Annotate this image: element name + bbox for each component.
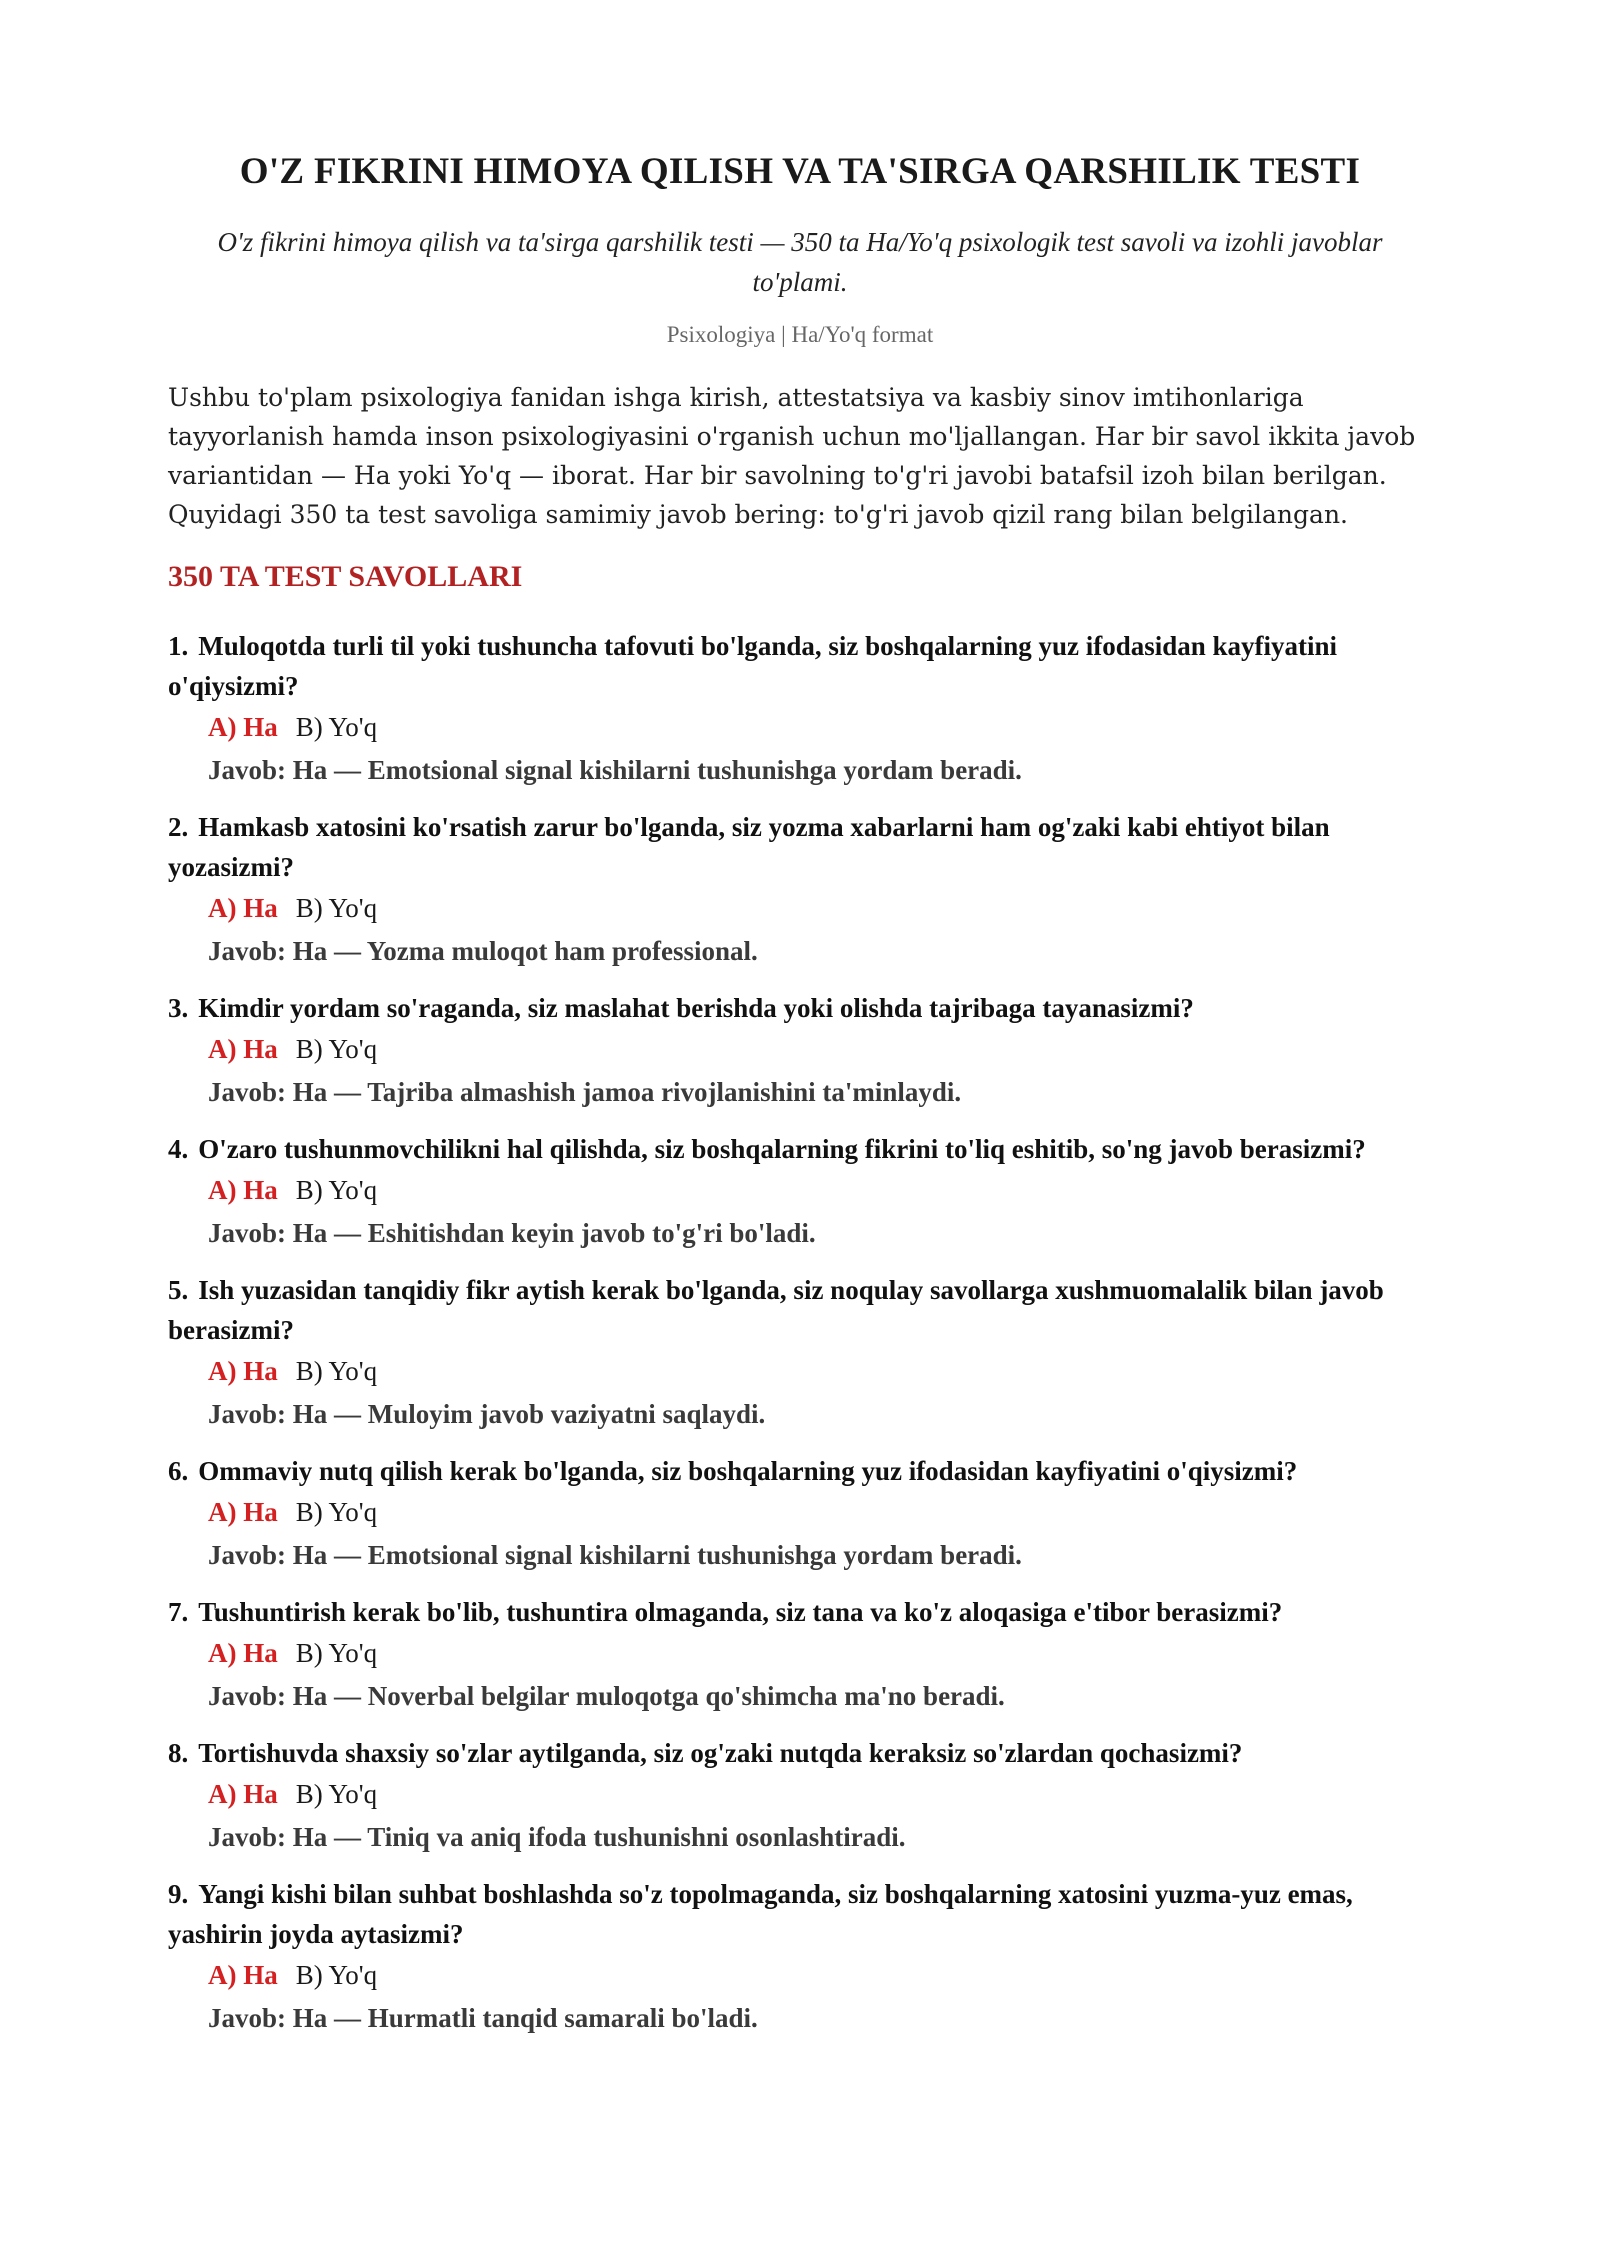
question-number: 6. [168,1456,189,1487]
question-body: Yangi kishi bilan suhbat boshlashda so'z topolmaganda, siz boshqalarning xatosini yuzma-yuz emas, yashirin joyda aytasizmi? [168,1879,1353,1950]
option-a-correct: A) Ha [208,1175,278,1206]
question-list [168,626,1432,2039]
option-b: B) Yo'q [295,1779,378,1810]
document-title: O'Z FIKRINI HIMOYA QILISH VA TA'SIRGA QARSHILIK TESTI [239,151,1361,192]
question-text [168,1129,1432,1169]
question-body: Hamkasb xatosini ko'rsatish zarur bo'lganda, siz yozma xabarlarni ham og'zaki kabi ehtiyot bilan yozasizmi? [168,812,1330,883]
question-text [168,626,1432,706]
document-meta: Psixologiya | Ha/Yo'q format [666,322,934,348]
answer-explanation: Javob: Ha — Tiniq va aniq ifoda tushunishni osonlashtiradi. [208,1822,906,1853]
answer-options [168,1773,1432,1816]
option-b: B) Yo'q [295,712,378,743]
option-a-correct: A) Ha [208,1497,278,1528]
question-text [168,1451,1432,1491]
answer-explanation: Javob: Ha — Muloyim javob vaziyatni saqlaydi. [208,1399,766,1430]
option-b: B) Yo'q [295,1497,378,1528]
option-b: B) Yo'q [295,1034,378,1065]
question-body: Ish yuzasidan tanqidiy fikr aytish kerak bo'lganda, siz noqulay savollarga xushmuomalalik bilan javob berasizmi? [168,1275,1384,1346]
question-text [168,988,1432,1028]
option-a-correct: A) Ha [208,1356,278,1387]
question-text [168,1733,1432,1773]
answer-explanation: Javob: Ha — Yozma muloqot ham professional. [208,936,758,967]
question-text [168,1270,1432,1350]
option-b: B) Yo'q [295,1356,378,1387]
question-number: 1. [168,631,189,662]
question-body: Kimdir yordam so'raganda, siz maslahat berishda yoki olishda tajribaga tayanasizmi? [198,993,1194,1024]
question-item [168,1733,1432,1858]
question-body: Tushuntirish kerak bo'lib, tushuntira olmaganda, siz tana va ko'z aloqasiga e'tibor berasizmi? [198,1597,1283,1628]
question-number: 4. [168,1134,189,1165]
question-body: Ommaviy nutq qilish kerak bo'lganda, siz boshqalarning yuz ifodasidan kayfiyatini o'qiysizmi? [198,1456,1298,1487]
question-number: 7. [168,1597,189,1628]
section-heading: 350 TA TEST SAVOLLARI [168,560,523,594]
question-body: Tortishuvda shaxsiy so'zlar aytilganda, siz og'zaki nutqda keraksiz so'zlardan qochasizmi? [198,1738,1243,1769]
document-subtitle: O'z fikrini himoya qilish va ta'sirga qarshilik testi — 350 ta Ha/Yo'q psixologik test savoli va izohli javoblar to'plami. [217,227,1383,298]
answer-explanation: Javob: Ha — Noverbal belgilar muloqotga qo'shimcha ma'no beradi. [208,1681,1005,1712]
option-a-correct: A) Ha [208,1960,278,1991]
question-body: O'zaro tushunmovchilikni hal qilishda, siz boshqalarning fikrini to'liq eshitib, so'ng javob berasizmi? [198,1134,1366,1165]
question-number: 2. [168,812,189,843]
answer-options [168,1491,1432,1534]
question-number: 9. [168,1879,189,1910]
option-a-correct: A) Ha [208,712,278,743]
question-item [168,807,1432,972]
option-a-correct: A) Ha [208,1638,278,1669]
answer-explanation: Javob: Ha — Tajriba almashish jamoa rivojlanishini ta'minlaydi. [208,1077,962,1108]
question-text [168,1874,1432,1954]
answer-explanation: Javob: Ha — Hurmatli tanqid samarali bo'ladi. [208,2003,758,2034]
answer-explanation: Javob: Ha — Emotsional signal kishilarni tushunishga yordam beradi. [208,755,1022,786]
question-number: 5. [168,1275,189,1306]
option-b: B) Yo'q [295,893,378,924]
answer-options [168,1028,1432,1071]
answer-options [168,1954,1432,1997]
question-item [168,626,1432,791]
intro-paragraph: Ushbu to'plam psixologiya fanidan ishga kirish, attestatsiya va kasbiy sinov imtihonlariga tayyorlanish hamda inson psixologiyasini o'rganish uchun mo'ljallangan. Har bir savol ikkita javob variantidan — Ha yoki Yo'q — iborat. Har bir savolning to'g'ri javobi batafsil izoh bilan berilgan. Quyidagi 350 ta test savoliga samimiy javob bering: to'g'ri javob qizil rang bilan belgilangan. [168,383,1416,530]
question-item [168,988,1432,1113]
answer-options [168,1169,1432,1212]
answer-options [168,887,1432,930]
answer-options [168,706,1432,749]
question-item [168,1451,1432,1576]
question-number: 8. [168,1738,189,1769]
option-a-correct: A) Ha [208,893,278,924]
option-a-correct: A) Ha [208,1779,278,1810]
option-b: B) Yo'q [295,1175,378,1206]
option-a-correct: A) Ha [208,1034,278,1065]
option-b: B) Yo'q [295,1638,378,1669]
answer-explanation: Javob: Ha — Eshitishdan keyin javob to'g'ri bo'ladi. [208,1218,816,1249]
question-text [168,1592,1432,1632]
question-body: Muloqotda turli til yoki tushuncha tafovuti bo'lganda, siz boshqalarning yuz ifodasidan kayfiyatini o'qiysizmi? [168,631,1338,702]
option-b: B) Yo'q [295,1960,378,1991]
question-item [168,1592,1432,1717]
question-item [168,1129,1432,1254]
question-item [168,1874,1432,2039]
question-number: 3. [168,993,189,1024]
answer-explanation: Javob: Ha — Emotsional signal kishilarni tushunishga yordam beradi. [208,1540,1022,1571]
answer-options [168,1350,1432,1393]
question-item [168,1270,1432,1435]
answer-options [168,1632,1432,1675]
question-text [168,807,1432,887]
